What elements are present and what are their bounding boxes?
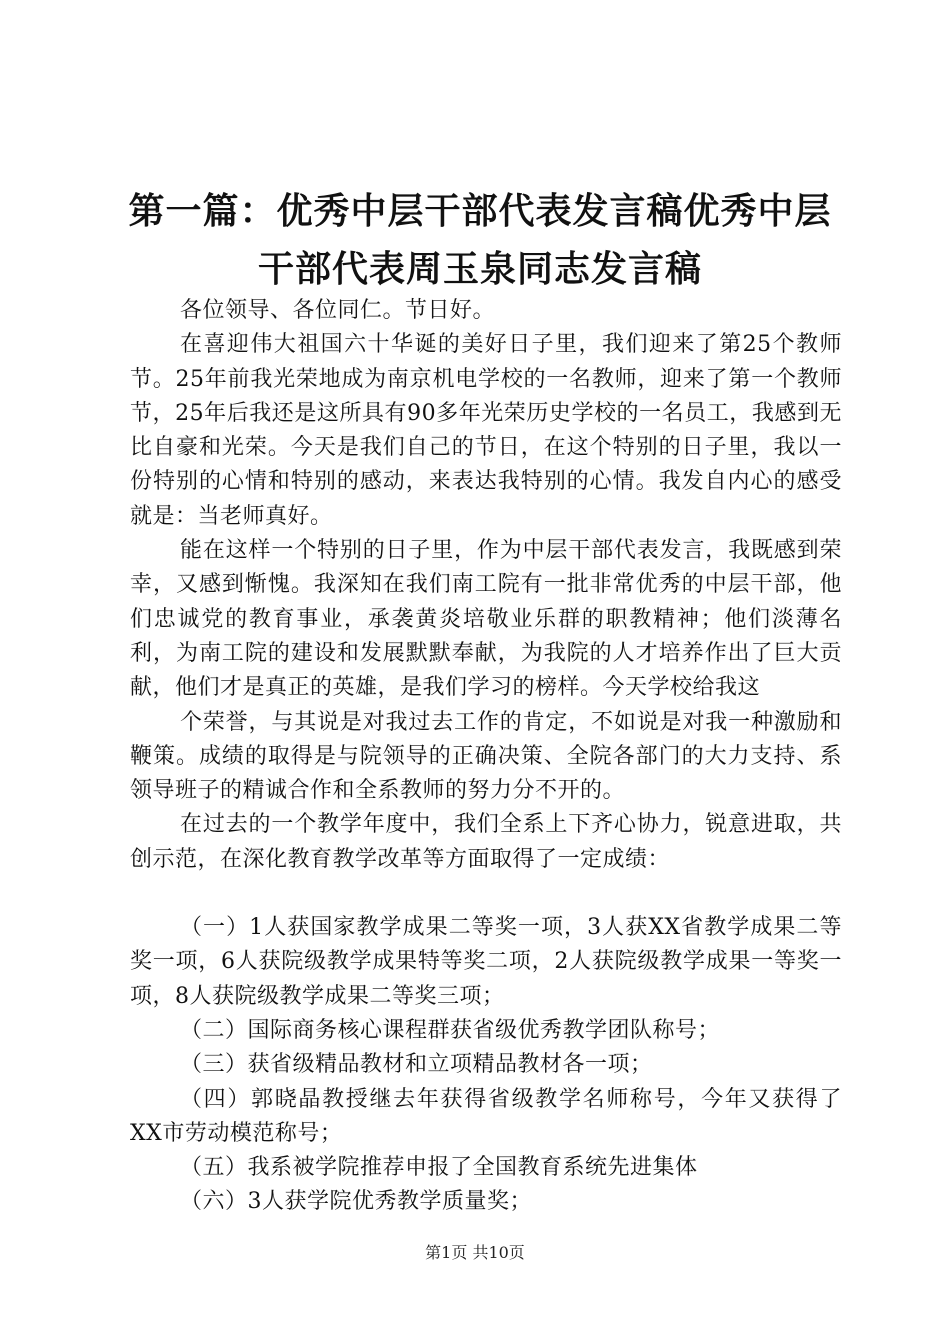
document-title: 第一篇：优秀中层干部代表发言稿优秀中层干部代表周玉泉同志发言稿 xyxy=(128,191,832,290)
paragraph-achievements-intro: 在过去的一个教学年度中，我们全系上下齐心协力，锐意进取，共创示范，在深化教育教学改革等方面取得了一定成绩： xyxy=(130,812,842,872)
achievement-item-3: （三）获省级精品教材和立项精品教材各一项； xyxy=(180,1052,653,1078)
page-number: 第1页 共10页 xyxy=(425,1243,525,1262)
paragraph-encouragement: 个荣誉，与其说是对我过去工作的肯定，不如说是对我一种激励和鞭策。成绩的取得是与院领导的正确决策、全院各部门的大力支持、系领导班子的精诚合作和全系教师的努力分不开的。 xyxy=(130,709,842,804)
achievement-item-6: （六）3人获学院优秀教学质量奖； xyxy=(180,1189,532,1215)
paragraph-honor: 能在这样一个特别的日子里，作为中层干部代表发言，我既感到荣幸，又感到惭愧。我深知在我们南工院有一批非常优秀的中层干部，他们忠诚党的教育事业，承袭黄炎培敬业乐群的职教精神；他们淡薄名利，为南工院的建设和发展默默奉献，为我院的人才培养作出了巨大贡献，他们才是真正的英雄，是我们学习的榜样。今天学校给我这 xyxy=(130,538,842,701)
document-body xyxy=(130,294,842,1220)
blank-line xyxy=(130,877,842,911)
achievement-item-5: （五）我系被学院推荐申报了全国教育系统先进集体 xyxy=(180,1155,698,1181)
achievement-item-2: （二）国际商务核心课程群获省级优秀教学团队称号； xyxy=(180,1017,721,1043)
achievement-item-4: （四）郭晓晶教授继去年获得省级教学名师称号，今年又获得了XX市劳动模范称号； xyxy=(130,1086,842,1146)
paragraph-teachers-day: 在喜迎伟大祖国六十华诞的美好日子里，我们迎来了第25个教师节。25年前我光荣地成为南京机电学校的一名教师，迎来了第一个教师节，25年后我还是这所具有90多年光荣历史学校的一名员工，我感到无比自豪和光荣。今天是我们自己的节日，在这个特别的日子里，我以一份特别的心情和特别的感动，来表达我特别的心情。我发自内心的感受就是：当老师真好。 xyxy=(130,332,842,529)
paragraph-greeting: 各位领导、各位同仁。节日好。 xyxy=(180,298,496,323)
achievement-item-1: （一）1人获国家教学成果二等奖一项，3人获XX省教学成果二等奖一项，6人获院级教学成果特等奖二项，2人获院级教学成果一等奖一项，8人获院级教学成果二等奖三项； xyxy=(130,915,842,1009)
